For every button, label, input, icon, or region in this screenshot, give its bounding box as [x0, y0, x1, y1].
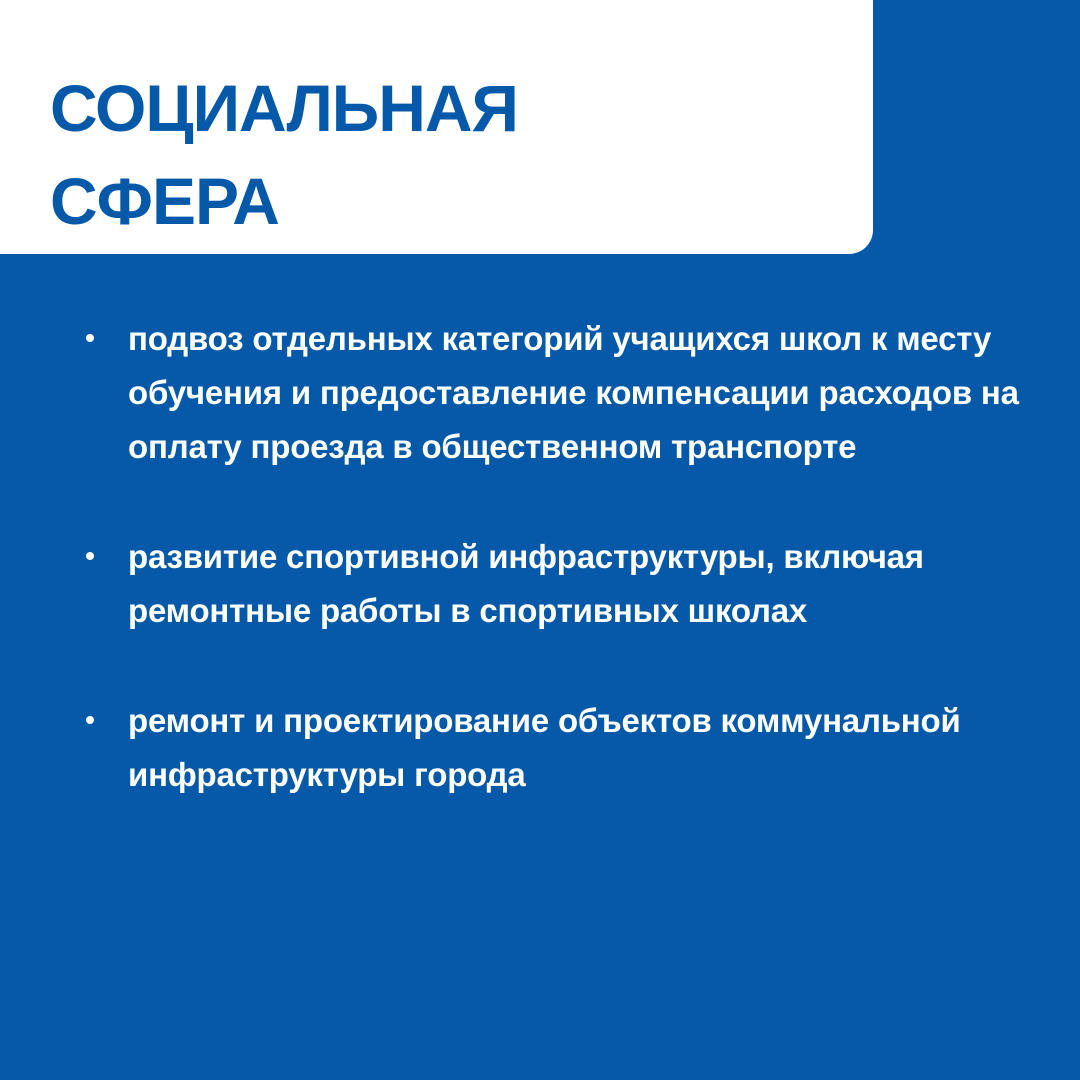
list-item-school-transport [86, 312, 1046, 474]
list-item-sports-infrastructure [86, 530, 1046, 638]
list-item-text: подвоз отдельных категорий учащихся школ к месту обучения и предоставление компенсации расходов на оплату проезда в общественном транспорте [128, 320, 1019, 465]
bullet-dot-icon [86, 716, 94, 724]
list-item-communal-infrastructure [86, 694, 1046, 802]
header-card [0, 0, 873, 254]
bullet-dot-icon [86, 334, 94, 342]
page-title-line-1: СОЦИАЛЬНАЯ [50, 71, 518, 145]
bullet-dot-icon [86, 552, 94, 560]
list-item-text: развитие спортивной инфраструктуры, включая ремонтные работы в спортивных школах [128, 538, 924, 629]
page-title [50, 62, 518, 248]
page-title-line-2: СФЕРА [50, 164, 279, 238]
list-item-text: ремонт и проектирование объектов коммунальной инфраструктуры города [128, 702, 961, 793]
bullet-list [86, 312, 1046, 802]
